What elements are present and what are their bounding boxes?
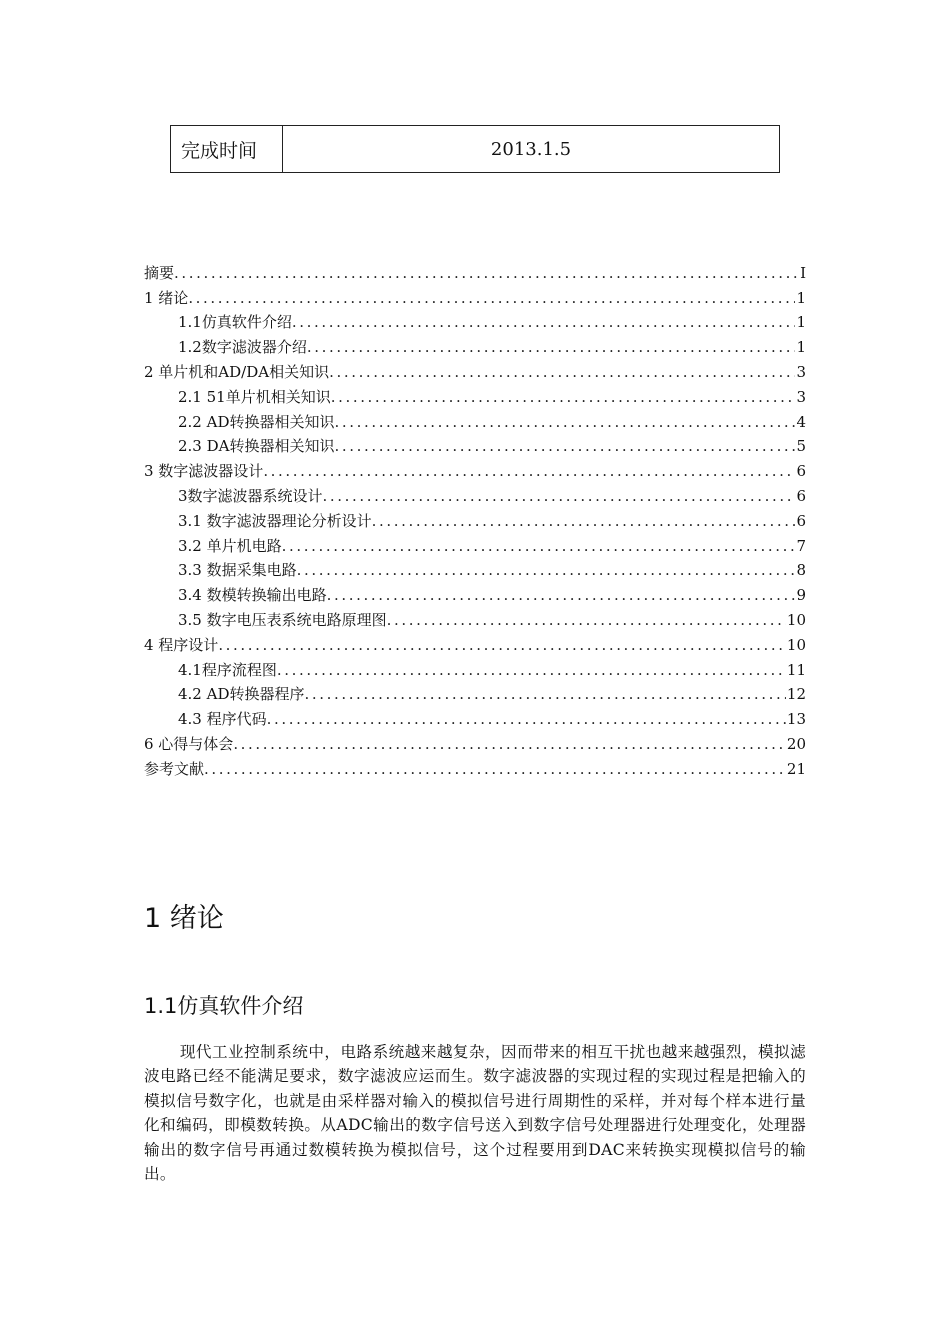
toc-entry-page: 13 bbox=[786, 710, 806, 729]
toc-entry[interactable] bbox=[144, 332, 806, 357]
toc-entry-title: 3.5 数字电压表系统电路原理图 bbox=[178, 610, 387, 629]
toc-entry[interactable] bbox=[144, 357, 806, 382]
toc-entry-page: 21 bbox=[786, 759, 806, 778]
toc-entry-title: 3数字滤波器系统设计 bbox=[178, 486, 323, 505]
toc-entry-page: 9 bbox=[796, 586, 806, 605]
toc-entry-page: 8 bbox=[796, 561, 806, 580]
toc-entry-page: 7 bbox=[796, 536, 806, 555]
toc-entry[interactable] bbox=[144, 283, 806, 308]
completion-time-label: 完成时间 bbox=[171, 126, 283, 173]
toc-leader-dots bbox=[292, 312, 796, 332]
toc-entry-page: 6 bbox=[796, 462, 806, 481]
toc-leader-dots bbox=[334, 436, 795, 456]
toc-entry-title: 4.1程序流程图 bbox=[178, 660, 277, 679]
section-heading: 1.1仿真软件介绍 bbox=[144, 994, 304, 1018]
toc-entry[interactable] bbox=[144, 382, 806, 407]
toc-leader-dots bbox=[323, 486, 796, 506]
toc-entry-title: 4.3 程序代码 bbox=[178, 710, 267, 729]
toc-entry-page: 1 bbox=[796, 288, 806, 307]
toc-entry[interactable] bbox=[144, 506, 806, 531]
toc-entry-title: 摘要 bbox=[144, 263, 175, 282]
toc-leader-dots bbox=[277, 660, 786, 680]
toc-entry-page: 3 bbox=[796, 362, 806, 381]
toc-entry-title: 2.2 AD转换器相关知识 bbox=[178, 412, 335, 431]
toc-leader-dots bbox=[263, 461, 795, 481]
toc-entry[interactable] bbox=[144, 655, 806, 680]
toc-entry[interactable] bbox=[144, 407, 806, 432]
toc-entry-page: 3 bbox=[796, 387, 806, 406]
toc-leader-dots bbox=[174, 263, 799, 283]
toc-entry-page: 4 bbox=[796, 412, 806, 431]
toc-entry-page: 12 bbox=[786, 685, 806, 704]
toc-leader-dots bbox=[329, 362, 795, 382]
toc-entry-title: 4.2 AD转换器程序 bbox=[178, 685, 305, 704]
toc-entry[interactable] bbox=[144, 456, 806, 481]
toc-entry-title: 3.4 数模转换输出电路 bbox=[178, 586, 327, 605]
toc-entry[interactable] bbox=[144, 605, 806, 630]
toc-entry-title: 2.3 DA转换器相关知识 bbox=[178, 437, 335, 456]
toc-entry[interactable] bbox=[144, 556, 806, 581]
toc-entry-title: 3 数字滤波器设计 bbox=[144, 462, 264, 481]
toc-entry[interactable] bbox=[144, 729, 806, 754]
toc-leader-dots bbox=[307, 337, 796, 357]
chapter-heading: 1 绪论 bbox=[144, 903, 224, 934]
toc-entry-title: 2.1 51单片机相关知识 bbox=[178, 387, 331, 406]
toc-entry-title: 3.3 数据采集电路 bbox=[178, 561, 297, 580]
toc-leader-dots bbox=[282, 536, 796, 556]
toc-entry[interactable] bbox=[144, 580, 806, 605]
toc-leader-dots bbox=[204, 759, 786, 779]
toc-entry-title: 3.2 单片机电路 bbox=[178, 536, 282, 555]
toc-leader-dots bbox=[327, 585, 796, 605]
toc-entry-page: 11 bbox=[786, 660, 806, 679]
toc-entry-title: 1.1仿真软件介绍 bbox=[178, 313, 292, 332]
toc-entry-page: 6 bbox=[796, 511, 806, 530]
toc-entry[interactable] bbox=[144, 308, 806, 333]
toc-leader-dots bbox=[267, 709, 786, 729]
toc-leader-dots bbox=[334, 412, 795, 432]
completion-time-value: 2013.1.5 bbox=[283, 126, 780, 173]
toc-leader-dots bbox=[233, 734, 786, 754]
toc-entry-page: 10 bbox=[786, 635, 806, 654]
toc-entry-title: 2 单片机和AD/DA相关知识 bbox=[144, 362, 330, 381]
toc-entry[interactable] bbox=[144, 531, 806, 556]
toc-leader-dots bbox=[331, 387, 796, 407]
toc-entry-title: 1.2数字滤波器介绍 bbox=[178, 338, 307, 357]
toc-entry-page: 1 bbox=[796, 338, 806, 357]
body-paragraph: 现代工业控制系统中，电路系统越来越复杂，因而带来的相互干扰也越来越强烈，模拟滤波电路已经不能满足要求，数字滤波应运而生。数字滤波器的实现过程的实现过程是把输入的模拟信号数字化，也就是由采样器对输入的模拟信号进行周期性的采样，并对每个样本进行量化和编码，即模数转换。从ADC输出的数字信号送入到数字信号处理器进行处理变化，处理器输出的数字信号再通过数模转换为模拟信号，这个过程要用到DAC来转换实现模拟信号的输出。 bbox=[144, 1043, 806, 1184]
toc-entry[interactable] bbox=[144, 481, 806, 506]
toc-leader-dots bbox=[372, 511, 796, 531]
toc-entry-page: 10 bbox=[786, 610, 806, 629]
toc-entry-page: 6 bbox=[796, 486, 806, 505]
toc-leader-dots bbox=[387, 610, 786, 630]
toc-leader-dots bbox=[304, 684, 785, 704]
toc-leader-dots bbox=[188, 288, 795, 308]
toc-entry[interactable] bbox=[144, 432, 806, 457]
toc-entry[interactable] bbox=[144, 754, 806, 779]
toc-entry[interactable] bbox=[144, 680, 806, 705]
toc-entry[interactable] bbox=[144, 630, 806, 655]
toc-leader-dots bbox=[297, 560, 796, 580]
toc-entry-title: 参考文献 bbox=[144, 759, 205, 778]
toc-entry-title: 6 心得与体会 bbox=[144, 734, 234, 753]
completion-time-table bbox=[170, 125, 780, 173]
toc-entry-page: I bbox=[800, 263, 806, 282]
toc-entry[interactable] bbox=[144, 258, 806, 283]
toc-entry-title: 4 程序设计 bbox=[144, 635, 219, 654]
table-of-contents bbox=[144, 258, 806, 779]
toc-entry-page: 20 bbox=[786, 734, 806, 753]
toc-entry-page: 5 bbox=[796, 437, 806, 456]
toc-leader-dots bbox=[218, 635, 786, 655]
toc-entry-page: 1 bbox=[796, 313, 806, 332]
toc-entry-title: 1 绪论 bbox=[144, 288, 189, 307]
toc-entry-title: 3.1 数字滤波器理论分析设计 bbox=[178, 511, 372, 530]
toc-entry[interactable] bbox=[144, 704, 806, 729]
